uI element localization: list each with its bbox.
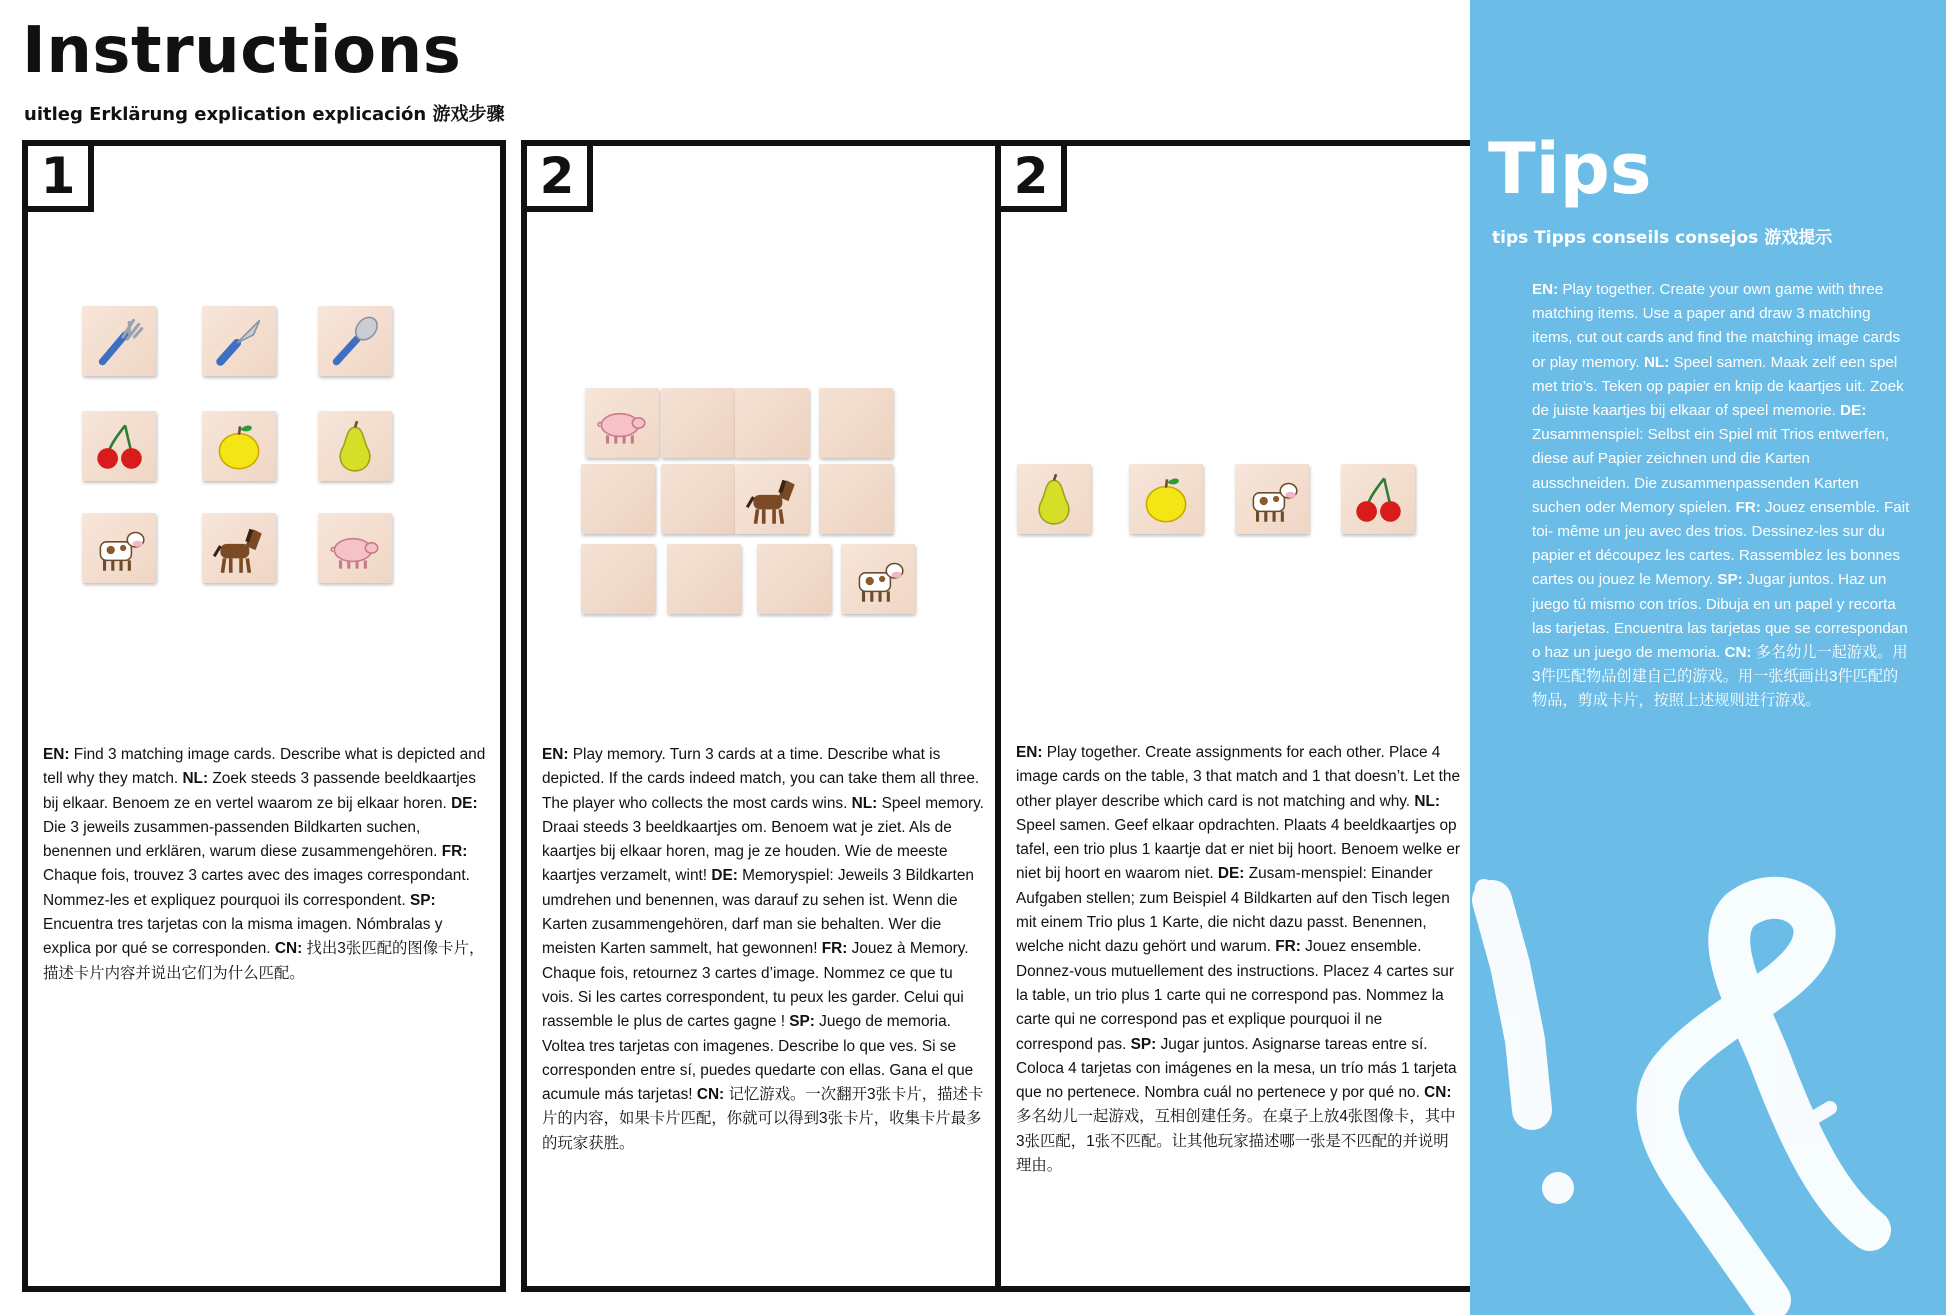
tips-text (1532, 278, 1910, 714)
lang-label: SP: (1717, 571, 1743, 589)
pear-card-icon (318, 411, 392, 481)
cherry-card-icon (82, 411, 156, 481)
lang-label: FR: (441, 843, 468, 861)
spoon-card-icon (318, 306, 392, 376)
tips-title: Tips (1488, 128, 1652, 210)
step-number: 2 (521, 140, 593, 212)
pear-card-icon (1017, 464, 1091, 534)
lang-label: EN: (43, 746, 70, 763)
horse-card-icon (202, 513, 276, 583)
lang-label: NL: (1414, 792, 1441, 810)
tips-subtitle: tips Tipps conseils consejos 游戏提示 (1492, 228, 1833, 248)
text-body: Encuentra tres tarjetas con la misma imagen. Nómbralas y explica por qué se corresponden. (43, 916, 443, 958)
face-down-card (581, 544, 655, 614)
lang-label: EN: (542, 746, 569, 763)
lang-label: EN: (1532, 281, 1559, 298)
step-text (542, 743, 987, 1156)
pig-card-icon (318, 513, 392, 583)
text-body: Speel samen. Maak zelf een spel met trio’s. Teken op papier en knip de kaartjes uit. Zoek de juiste kaartjes bij elkaar of speel memorie. (1532, 353, 1904, 420)
lang-label: FR: (1735, 498, 1761, 516)
text-body: Play together. Create your own game with three matching items. Use a paper and draw 3 matching items, cut out cards and find the matching image cards or play memory. (1532, 281, 1901, 371)
step-panel-1 (22, 140, 506, 1292)
age-badge-icon (1470, 870, 1946, 1315)
face-down-card (661, 388, 735, 458)
text-body: Zusam-menspiel: Einander Aufgaben stellen; zum Beispiel 4 Bildkarten auf den Tisch legen mit einem Trio plus 1 Karte, die nicht dazu passt. Benennen, welche nicht dazu gehört und warum. (1016, 865, 1450, 956)
text-body: Play memory. Turn 3 cards at a time. Describe what is depicted. If the cards indeed match, you can take them all three. The player who collects the most cards wins. (542, 746, 980, 812)
horse-card-icon (735, 464, 809, 534)
text-body: 找出3张匹配的图像卡片，描述卡片内容并说出它们为什么匹配。 (43, 940, 485, 982)
face-down-card (667, 544, 741, 614)
text-body: 记忆游戏。一次翻开3张卡片，描述卡片的内容，如果卡片匹配，你就可以得到3张卡片，收集卡片最多的玩家获胜。 (542, 1086, 984, 1152)
face-down-card (819, 388, 893, 458)
text-body: 多名幼儿一起游戏。用3件匹配物品创建自己的游戏。用一张纸画出3件匹配的物品，剪成卡片，按照上述规则进行游戏。 (1532, 644, 1908, 710)
lang-label: CN: (1424, 1084, 1452, 1102)
text-body: Juego de memoria. Voltea tres tarjetas con imagenes. Describe lo que ves. Si se corresponden entre sí, puedes quedarte con ellas. Gana el que acumule más tarjetas! (542, 1013, 974, 1104)
text-body: Speel memory. Draai steeds 3 beeldkaartjes om. Benoem wat je ziet. Als de kaartjes bij elkaar horen, mag je ze houden. Wie de meeste kaartjes verzamelt, wint! (542, 794, 984, 885)
lang-label: SP: (1130, 1035, 1157, 1053)
text-body: Jouez à Memory. Chaque fois, retournez 3 cartes d’image. Nommez ce que tu vois. Si les cartes correspondent, tu peux les garder. Celui qui rassemble le plus de cartes gagne ! (542, 940, 969, 1031)
face-down-card (819, 464, 893, 534)
text-body: Speel samen. Geef elkaar opdrachten. Plaats 4 beeldkaartjes op tafel, een trio plus 1 kaartje dat er niet bij hoort. Benoem welke er niet bij hoort en waarom niet. (1016, 816, 1461, 883)
lang-label: FR: (821, 940, 848, 958)
step-panel-3 (995, 140, 1479, 1292)
cherry-card-icon (1341, 464, 1415, 534)
text-body: Zusammenspiel: Selbst ein Spiel mit Trios entwerfen, diese auf Papier zeichnen und die Karten ausschneiden. Die zusammenpassenden Karten suchen oder Memory spielen. (1532, 426, 1890, 516)
face-down-card (735, 388, 809, 458)
fork-card-icon (82, 306, 156, 376)
lang-label: CN: (696, 1086, 725, 1104)
apple-card-icon (1129, 464, 1203, 534)
lang-label: NL: (851, 794, 878, 812)
text-body: Jouez ensemble. Donnez-vous mutuellement des instructions. Placez 4 cartes sur la table, un trio plus 1 carte qui ne correspond pas. Nommez la carte qui ne correspond pas et explique pourquoi il ne correspond pas. (1016, 938, 1454, 1053)
text-body: Zoek steeds 3 passende beeldkaartjes bij elkaar. Benoem ze en vertel waarom ze bij elkaar horen. (43, 770, 476, 812)
text-body: Find 3 matching image cards. Describe what is depicted and tell why they match. (43, 746, 486, 788)
lang-label: FR: (1275, 938, 1301, 956)
step-number: 2 (995, 140, 1067, 212)
step-number: 1 (22, 140, 94, 212)
text-body: Jouez ensemble. Fait toi- même un jeu avec des trios. Dessinez-les sur du papier et découpez les cartes. Rassemblez les bonnes cartes ou jouez le Memory. (1532, 498, 1910, 589)
text-body: 多名幼儿一起游戏，互相创建任务。在桌子上放4张图像卡，其中3张匹配，1张不匹配。让其他玩家描述哪一张是不匹配的并说明理由。 (1016, 1108, 1456, 1175)
step-text (1016, 741, 1461, 1178)
lang-label: CN: (1724, 644, 1752, 662)
lang-label: DE: (711, 867, 738, 885)
lang-label: DE: (1840, 402, 1867, 420)
lang-label: SP: (410, 891, 436, 909)
tips-panel (1470, 0, 1946, 1315)
lang-label: EN: (1016, 744, 1043, 761)
apple-card-icon (202, 411, 276, 481)
face-down-card (661, 464, 735, 534)
knife-card-icon (202, 306, 276, 376)
pig-card-icon (585, 388, 659, 458)
page-subtitle: uitleg Erklärung explication explicación 游戏步骤 (24, 104, 505, 125)
lang-label: SP: (789, 1013, 815, 1031)
step-panel-2 (521, 140, 1005, 1292)
text-body: Chaque fois, trouvez 3 cartes avec des images correspondant. Nommez-les et expliquez pourquoi ils correspondent. (43, 867, 470, 909)
step-text (43, 743, 488, 986)
lang-label: NL: (1643, 353, 1670, 371)
face-down-card (757, 544, 831, 614)
face-down-card (581, 464, 655, 534)
lang-label: DE: (451, 794, 478, 812)
lang-label: CN: (274, 940, 303, 958)
text-body: Play together. Create assignments for each other. Place 4 image cards on the table, 3 that match and 1 that doesn’t. Let the other player describe which card is not matching and why. (1016, 744, 1461, 810)
cow-card-icon (1235, 464, 1309, 534)
text-body: Die 3 jeweils zusammen-passenden Bildkarten suchen, benennen und erklären, warum diese zusammengehören. (43, 818, 442, 861)
page-title: Instructions (22, 14, 462, 88)
text-body: Jugar juntos. Asignarse tareas entre sí. Coloca 4 tarjetas con imágenes en la mesa, un trío más 1 tarjeta que no pertenece. Nombra cuál no pertenece y por qué no. (1016, 1035, 1457, 1102)
lang-label: DE: (1217, 865, 1245, 883)
text-body: Memoryspiel: Jeweils 3 Bildkarten umdrehen und benennen, was darauf zu sehen ist. Wenn die Karten zusammengehören, darf man sie behalten. Wer die meisten Karten sammelt, hat gewonnen! (542, 867, 974, 958)
text-body: Jugar juntos. Haz un juego tú mismo con tríos. Dibuja en un papel y recorta las tarjetas. Encuentra las tarjetas que se correspondan o haz un juego de memoria. (1532, 571, 1908, 662)
lang-label: NL: (182, 770, 209, 788)
cow-card-icon (82, 513, 156, 583)
cow-card-icon (841, 544, 915, 614)
